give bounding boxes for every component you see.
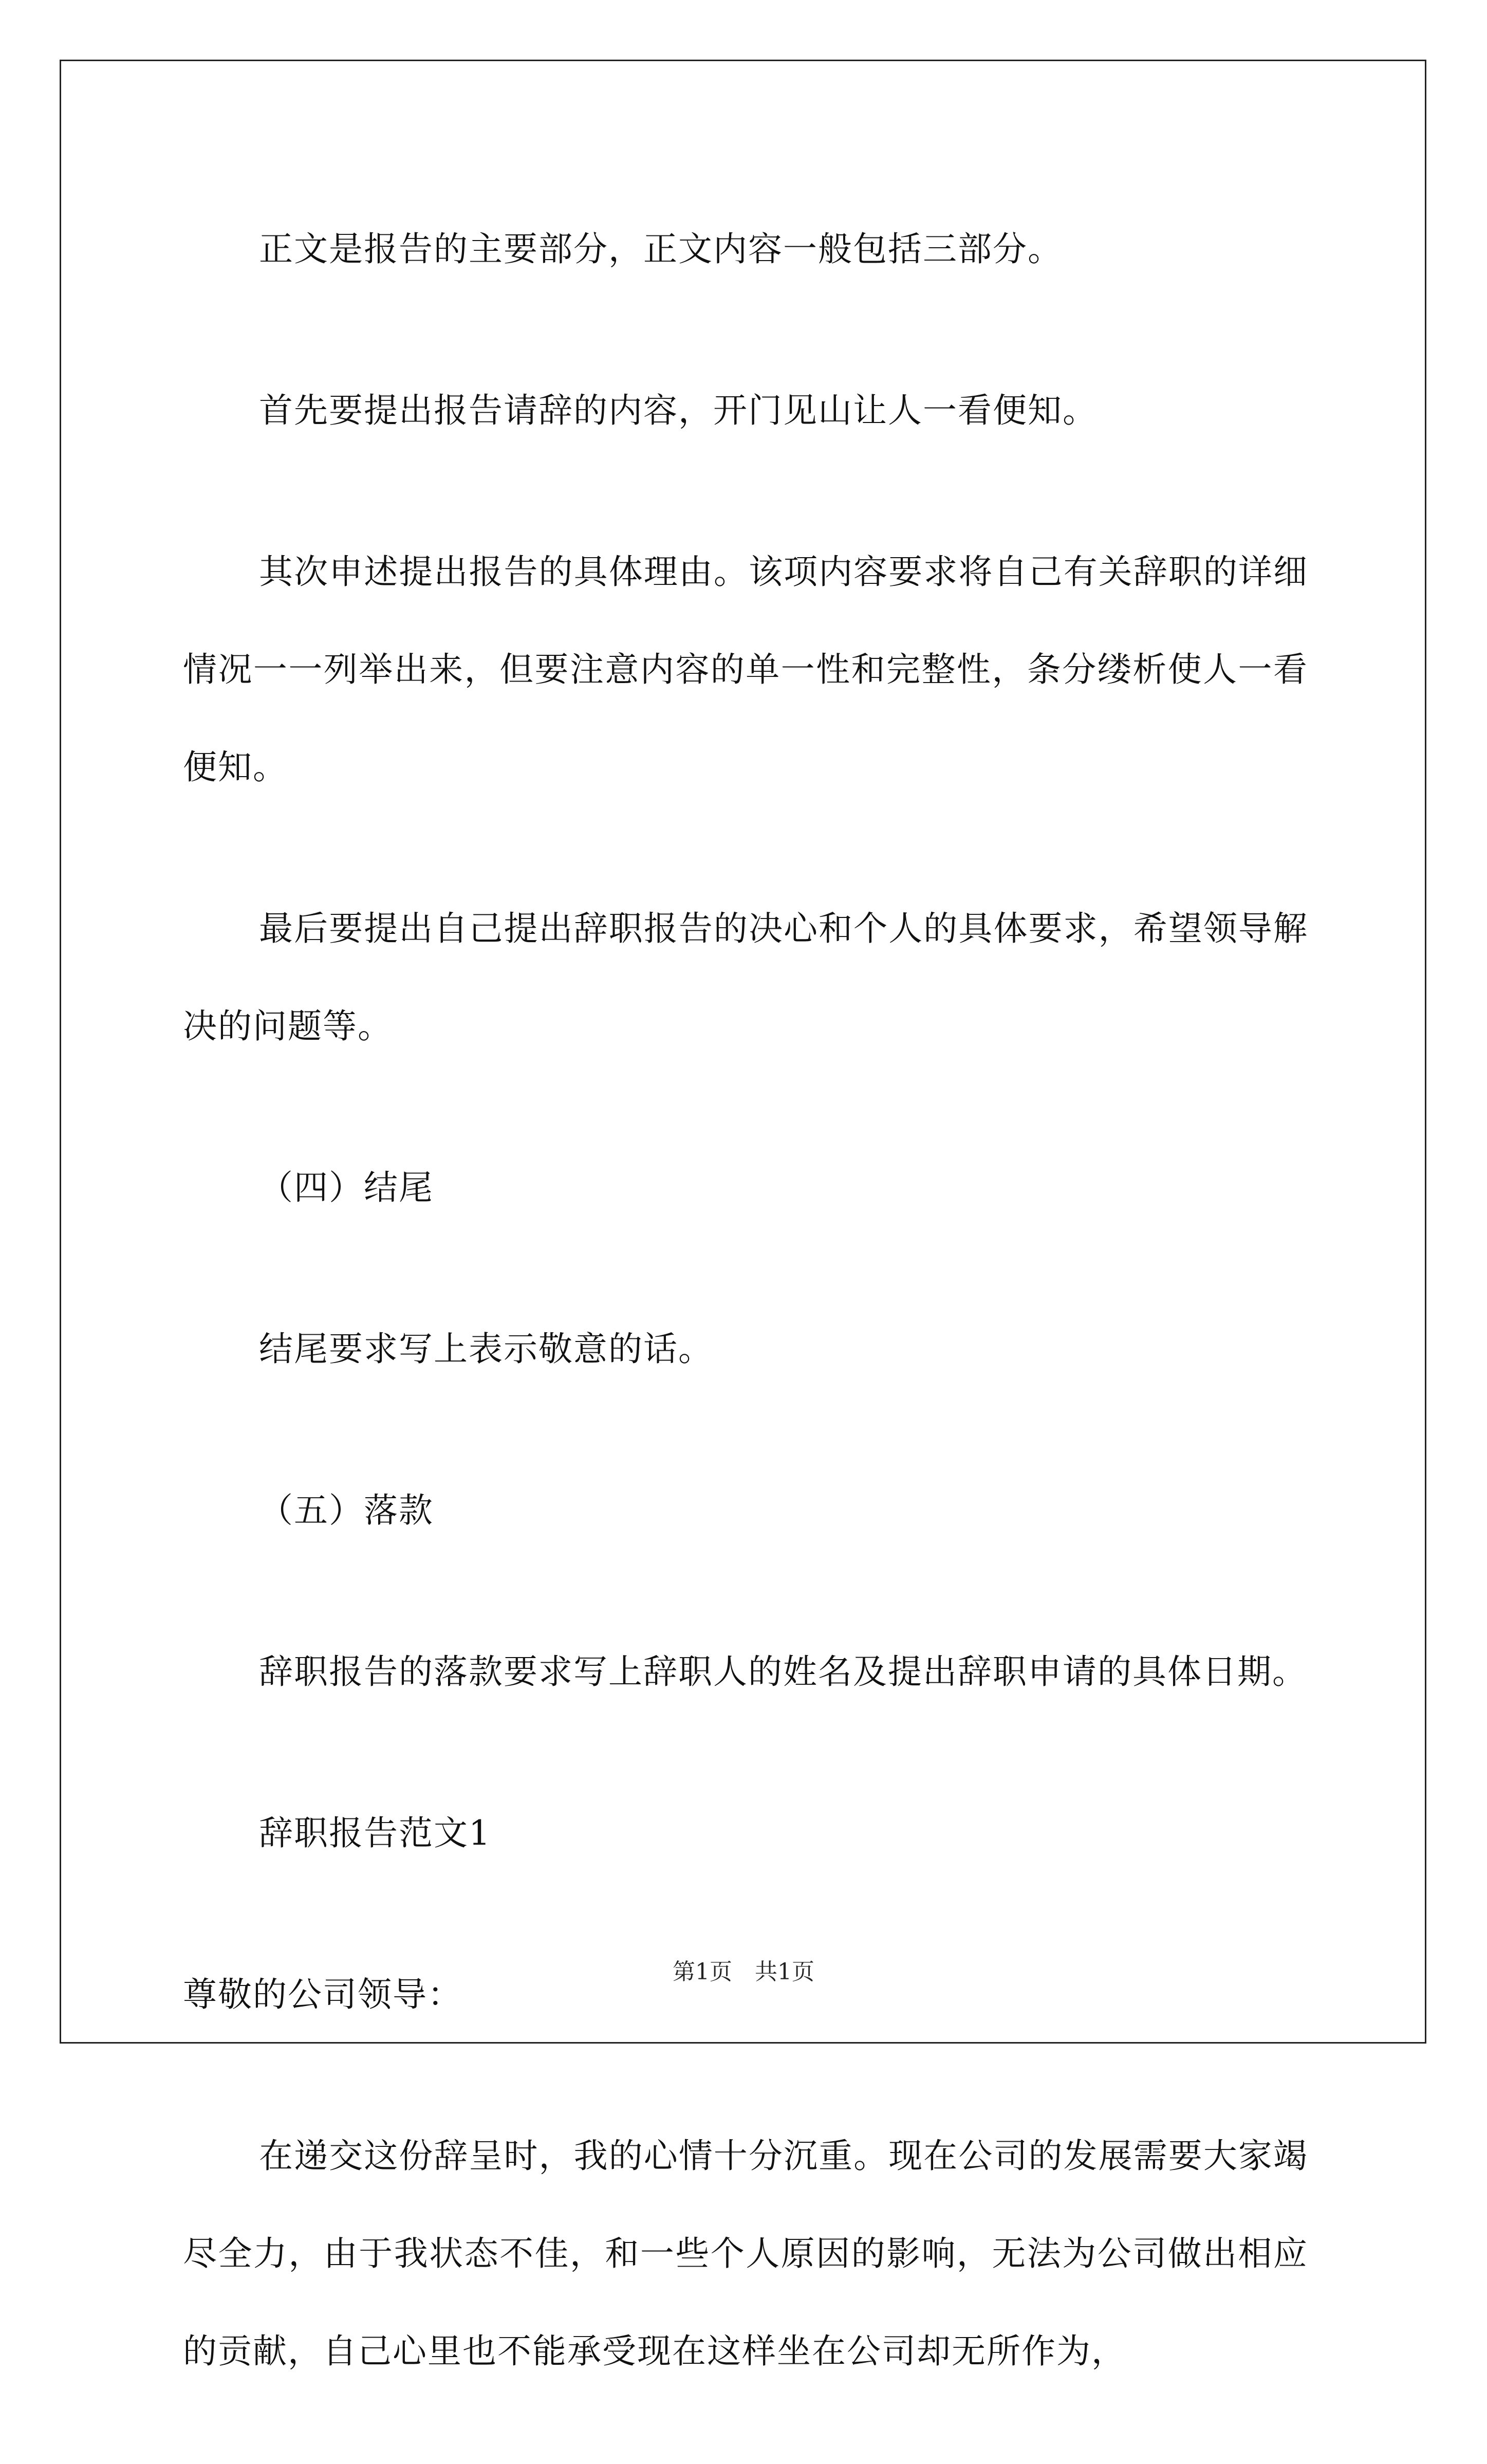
- sample-title: 辞职报告范文1: [259, 1813, 491, 1853]
- paragraph: 其次申述提出报告的具体理由。该项内容要求将自己有关辞职的详细情况一一列举出来，但要注意内容的单一性和完整性，条分缕析使人一看便知。: [183, 552, 1308, 787]
- paragraph: 正文是报告的主要部分，正文内容一般包括三部分。: [259, 229, 1063, 269]
- salutation: 尊敬的公司领导：: [183, 1975, 462, 2014]
- paragraph: 最后要提出自己提出辞职报告的决心和个人的具体要求，希望领导解决的问题等。: [183, 909, 1308, 1046]
- section-heading: （四）结尾: [259, 1168, 434, 1207]
- paragraph: 在递交这份辞呈时，我的心情十分沉重。现在公司的发展需要大家竭尽全力，由于我状态不佳，和一些个人原因的影响，无法为公司做出相应的贡献，自己心里也不能承受现在这样坐在公司却无所作为，: [183, 2136, 1308, 2371]
- page-footer: 第1页 共1页: [673, 1959, 814, 1985]
- paragraph: 结尾要求写上表示敬意的话。: [259, 1329, 713, 1369]
- paragraph: 首先要提出报告请辞的内容，开门见山让人一看便知。: [259, 391, 1098, 430]
- paragraph: 辞职报告的落款要求写上辞职人的姓名及提出辞职申请的具体日期。: [259, 1652, 1307, 1691]
- section-heading: （五）落款: [259, 1491, 434, 1530]
- document-body: [183, 200, 1308, 2464]
